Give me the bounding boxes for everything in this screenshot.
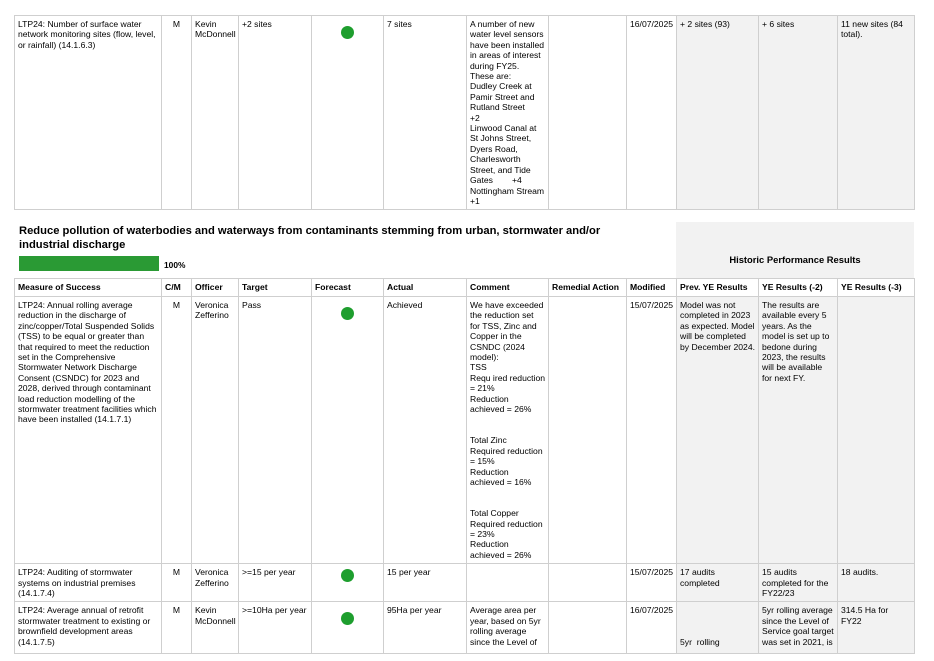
- officer-cell: Kevin McDonnell: [192, 16, 239, 210]
- officer-cell: Veronica Zefferino: [192, 297, 239, 564]
- target-cell: +2 sites: [239, 16, 312, 210]
- cm-cell: M: [162, 16, 192, 210]
- historic-results-title: Historic Performance Results: [729, 254, 861, 265]
- cm-cell: M: [162, 602, 192, 654]
- table-row: [15, 297, 915, 564]
- measure-cell: LTP24: Number of surface water network monitoring sites (flow, level, or rainfall) (14.1.6.3): [15, 16, 162, 210]
- cm-cell: M: [162, 564, 192, 602]
- forecast-cell: [312, 602, 384, 654]
- header-row: [15, 279, 915, 297]
- table-row: [15, 16, 915, 210]
- ye-minus3-cell: 18 audits.: [838, 564, 915, 602]
- table-row: [15, 564, 915, 602]
- forecast-status-dot-icon: [341, 26, 354, 39]
- modified-cell: 16/07/2025: [627, 16, 677, 210]
- ye-minus3-cell: 314.5 Ha for FY22: [838, 602, 915, 654]
- ye-minus3-cell: 11 new sites (84 total).: [838, 16, 915, 210]
- ye-minus3-cell: [838, 297, 915, 564]
- previous-measure-table: [14, 15, 915, 210]
- prev-ye-cell: 5yr rolling: [677, 602, 759, 654]
- header-remedial: Remedial Action: [549, 279, 627, 297]
- modified-cell: 15/07/2025: [627, 564, 677, 602]
- comment-cell: [467, 564, 549, 602]
- header-target: Target: [239, 279, 312, 297]
- actual-cell: Achieved: [384, 297, 467, 564]
- progress-label: 100%: [164, 260, 186, 270]
- ye-minus2-cell: 15 audits completed for the FY22/23: [759, 564, 838, 602]
- actual-cell: 95Ha per year: [384, 602, 467, 654]
- measure-cell: LTP24: Auditing of stormwater systems on industrial premises (14.1.7.4): [15, 564, 162, 602]
- remedial-cell: [549, 16, 627, 210]
- header-modified: Modified: [627, 279, 677, 297]
- remedial-cell: [549, 297, 627, 564]
- prev-ye-cell: 17 audits completed: [677, 564, 759, 602]
- forecast-status-dot-icon: [341, 569, 354, 582]
- measures-table: [14, 278, 915, 654]
- forecast-status-dot-icon: [341, 307, 354, 320]
- progress-bar: [19, 256, 159, 271]
- measure-cell: LTP24: Average annual of retrofit stormwater treatment to existing or brownfield development areas (14.1.7.5): [15, 602, 162, 654]
- forecast-status-dot-icon: [341, 612, 354, 625]
- remedial-cell: [549, 564, 627, 602]
- ye-minus2-cell: The results are available every 5 years. As the model is set up to bedone during 2023, the results will be available for next FY.: [759, 297, 838, 564]
- comment-cell: We have exceeded the reduction set for TSS, Zinc and Copper in the CSNDC (2024 model): TSS Requ ired reduction = 21% Reduction achieved = 26% Total Zinc Required reduction = 15% Reduction achieved = 16% Total Copper Required reduction = 23% Reduction achieved = 26%: [467, 297, 549, 564]
- progress-fill: [19, 256, 159, 271]
- header-forecast: Forecast: [312, 279, 384, 297]
- comment-cell: Average area per year, based on 5yr rolling average since the Level of: [467, 602, 549, 654]
- header-cm: C/M: [162, 279, 192, 297]
- target-cell: Pass: [239, 297, 312, 564]
- modified-cell: 15/07/2025: [627, 297, 677, 564]
- officer-cell: Veronica Zefferino: [192, 564, 239, 602]
- prev-ye-cell: Model was not completed in 2023 as expected. Model will be completed by December 2024.: [677, 297, 759, 564]
- modified-cell: 16/07/2025: [627, 602, 677, 654]
- header-ye-minus2: YE Results (-2): [759, 279, 838, 297]
- header-officer: Officer: [192, 279, 239, 297]
- header-actual: Actual: [384, 279, 467, 297]
- ye-minus2-cell: + 6 sites: [759, 16, 838, 210]
- remedial-cell: [549, 602, 627, 654]
- actual-cell: 15 per year: [384, 564, 467, 602]
- header-comment: Comment: [467, 279, 549, 297]
- comment-cell: A number of new water level sensors have been installed in areas of interest during FY25. These are: Dudley Creek at Pamir Street and Rutland Street +2 Linwood Canal at St Johns Street, Dyers Road, Charlesworth Street, and Tide Gates +4 Nottingham Stream +1: [467, 16, 549, 210]
- actual-cell: 7 sites: [384, 16, 467, 210]
- forecast-cell: [312, 564, 384, 602]
- header-measure: Measure of Success: [15, 279, 162, 297]
- table-row: [15, 602, 915, 654]
- target-cell: >=10Ha per year: [239, 602, 312, 654]
- target-cell: >=15 per year: [239, 564, 312, 602]
- historic-results-header: [676, 222, 914, 278]
- forecast-cell: [312, 297, 384, 564]
- forecast-cell: [312, 16, 384, 210]
- measure-cell: LTP24: Annual rolling average reduction in the discharge of zinc/copper/Total Suspended Solids (TSS) to be equal or greater than that required to meet the reduction set in the Comprehensive Stormwater Network Discharge Consent (CSNDC) for 2023 and 2028, derived through contaminant load reduction modelling of the stormwater treatment facilities which have been installed (14.1.7.1): [15, 297, 162, 564]
- cm-cell: M: [162, 297, 192, 564]
- prev-ye-cell: + 2 sites (93): [677, 16, 759, 210]
- ye-minus2-cell: 5yr rolling average since the Level of Service goal target was set in 2021, is: [759, 602, 838, 654]
- header-ye-minus3: YE Results (-3): [838, 279, 915, 297]
- section-title: Reduce pollution of waterbodies and waterways from contaminants stemming from urban, stormwater and/or industrial discharge: [19, 225, 601, 251]
- header-prev-ye: Prev. YE Results: [677, 279, 759, 297]
- officer-cell: Kevin McDonnell: [192, 602, 239, 654]
